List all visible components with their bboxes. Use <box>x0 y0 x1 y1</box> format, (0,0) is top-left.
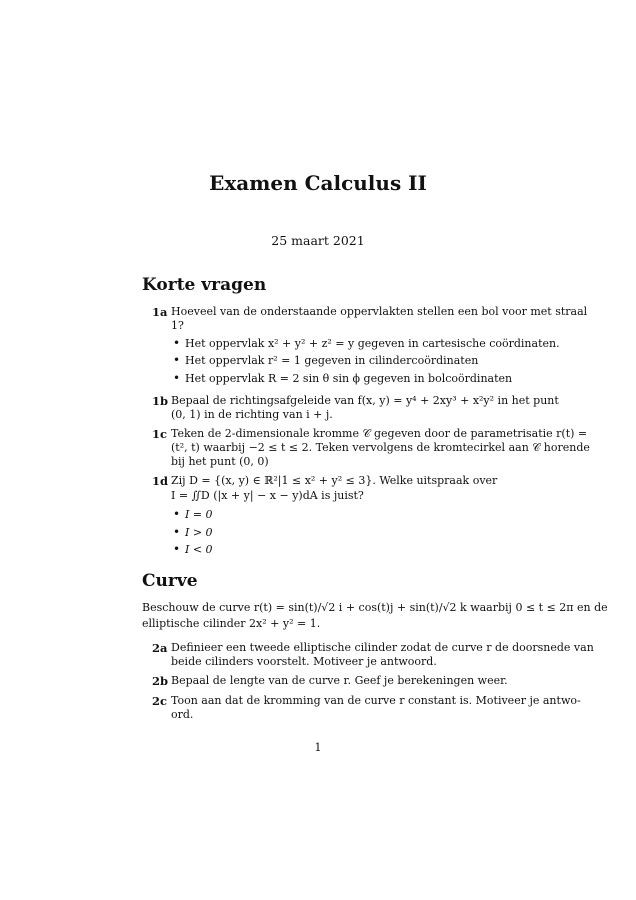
question-1d-option-2: • I > 0 <box>185 526 213 539</box>
question-1a-line-1: Hoeveel van de onderstaande oppervlakten stellen een bol voor met straal <box>171 305 588 318</box>
question-2a-line-2: beide cilinders voorstelt. Motiveer je antwoord. <box>171 655 437 668</box>
question-number-1a: 1a <box>152 305 168 319</box>
section-heading-korte-vragen: Korte vragen <box>142 275 267 295</box>
question-number-2c: 2c <box>152 694 168 708</box>
question-1c-line-2: (t², t) waarbij −2 ≤ t ≤ 2. Teken vervolgens de kromtecirkel aan 𝒞 horende <box>171 441 590 454</box>
question-number-2a: 2a <box>152 641 168 655</box>
curve-intro-line-2: elliptische cilinder 2x² + y² = 1. <box>142 617 321 630</box>
question-1d-option-3: • I < 0 <box>185 543 213 556</box>
question-1a-option-1: • Het oppervlak x² + y² + z² = y gegeven in cartesische coördinaten. <box>185 337 560 350</box>
question-2b-line-1: Bepaal de lengte van de curve r. Geef je berekeningen weer. <box>171 674 508 687</box>
exam-date: 25 maart 2021 <box>271 233 365 248</box>
question-1b-line-2: (0, 1) in de richting van i + j. <box>171 408 333 421</box>
question-number-1d: 1d <box>152 474 169 488</box>
question-1d-line-2: I = ∬D (|x + y| − x − y)dA is juist? <box>171 489 364 502</box>
exam-title: Examen Calculus II <box>209 171 427 195</box>
question-1c-line-1: Teken de 2-dimensionale kromme 𝒞 gegeven door de parametrisatie r(t) = <box>171 427 588 440</box>
question-1a-option-2: • Het oppervlak r² = 1 gegeven in cilindercoördinaten <box>185 354 478 367</box>
question-2a-line-1: Definieer een tweede elliptische cilinder zodat de curve r de doorsnede van <box>171 641 594 654</box>
question-1a-line-2: 1? <box>171 319 184 332</box>
page-number: 1 <box>314 741 322 754</box>
question-1a-option-3: • Het oppervlak R = 2 sin θ sin ϕ gegeven in bolcoördinaten <box>185 372 512 385</box>
curve-intro-line-1: Beschouw de curve r(t) = sin(t)/√2 i + cos(t)j + sin(t)/√2 k waarbij 0 ≤ t ≤ 2π en de <box>142 601 608 614</box>
question-2c-line-1: Toon aan dat de kromming van de curve r constant is. Motiveer je antwo- <box>171 694 581 707</box>
question-2c-line-2: ord. <box>171 708 194 721</box>
question-number-1b: 1b <box>152 394 169 408</box>
question-number-2b: 2b <box>152 674 169 688</box>
question-number-1c: 1c <box>152 427 168 441</box>
question-1d-option-1: • I = 0 <box>185 508 213 521</box>
question-1b-line-1: Bepaal de richtingsafgeleide van f(x, y) = y⁴ + 2xy³ + x²y² in het punt <box>171 394 559 407</box>
question-1c-line-3: bij het punt (0, 0) <box>171 455 269 468</box>
section-heading-curve: Curve <box>142 571 198 591</box>
question-1d-line-1: Zij D = {(x, y) ∈ ℝ²|1 ≤ x² + y² ≤ 3}. Welke uitspraak over <box>171 474 498 487</box>
